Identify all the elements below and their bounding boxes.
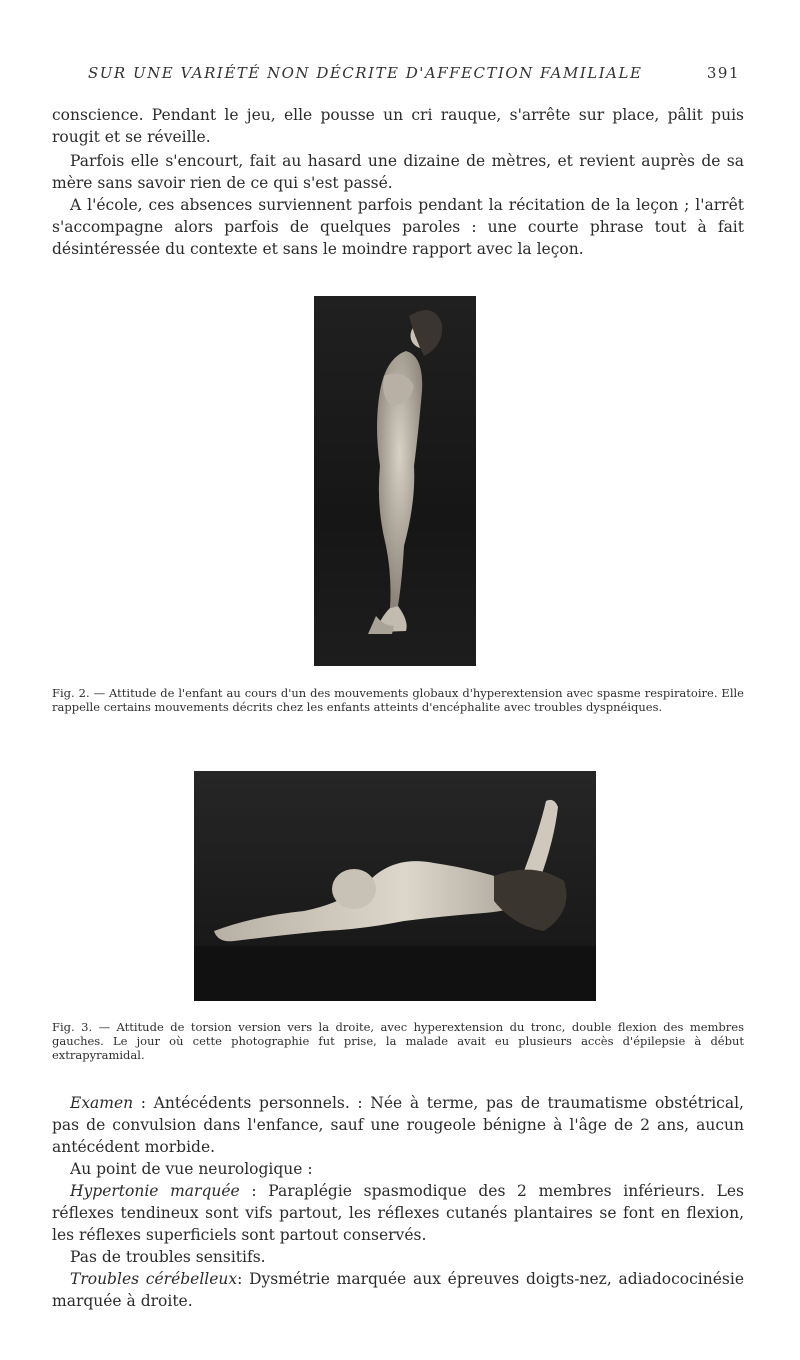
page-number: 391: [706, 64, 740, 82]
figure-3-caption: [52, 1020, 744, 1062]
paragraph-3: A l'école, ces absences surviennent parfois pendant la récitation de la leçon ; l'arrêt s'accompagne alors parfois de quelques paroles : une courte phrase tout à fait désintéressée du contexte et sans le moindre rapport avec la leçon.: [52, 196, 744, 258]
figure-2-photo: [314, 296, 476, 666]
figure-2-label: Fig. 2.: [52, 686, 90, 700]
cerebelleux-label: Troubles cérébelleux: [70, 1270, 238, 1288]
examen-label: Examen: [70, 1094, 134, 1112]
figure-2-caption: [52, 686, 744, 714]
hypertonie-label: Hypertonie marquée: [70, 1182, 240, 1200]
cerebelleux-paragraph: [52, 1268, 744, 1312]
neuro-heading: Au point de vue neurologique :: [70, 1160, 313, 1178]
paragraph-2: Parfois elle s'encourt, fait au hasard une dizaine de mètres, et revient auprès de sa mère sans savoir rien de ce qui s'est passé.: [52, 152, 744, 192]
examen-paragraph: [52, 1092, 744, 1158]
figure-2-caption-text: — Attitude de l'enfant au cours d'un des mouvements globaux d'hyperextension avec spasme respiratoire. Elle rappelle certains mouvements décrits chez les enfants atteints d'encéphalite avec troubles dyspnéiques.: [52, 686, 744, 714]
hypertonie-text: : Paraplégie spasmodique des 2 membres inférieurs. Les réflexes tendineux sont vifs partout, les réflexes cutanés plantaires se font en flexion, les réflexes superficiels sont partout conservés.: [52, 1182, 744, 1244]
figure-2-standing-figure: [314, 296, 476, 666]
figure-3-label: Fig. 3.: [52, 1020, 93, 1034]
examen-text: : Antécédents personnels. : Née à terme, pas de traumatisme obstétrical, pas de convulsion dans l'enfance, sauf une rougeole bénigne à l'âge de 2 ans, aucun antécédent morbide.: [52, 1094, 744, 1156]
figure-3-photo: [194, 771, 596, 1001]
figure-3-lying-figure: [194, 771, 596, 1001]
paragraph-1: conscience. Pendant le jeu, elle pousse un cri rauque, s'arrête sur place, pâlit puis rougit et se réveille.: [52, 106, 744, 146]
figure-3-caption-text: — Attitude de torsion version vers la droite, avec hyperextension du tronc, double flexion des membres gauches. Le jour où cette photographie fut prise, la malade avait eu plusieurs accès d'épilepsie à début extrapyramidal.: [52, 1020, 745, 1062]
sensitifs-line: Pas de troubles sensitifs.: [70, 1248, 266, 1266]
hypertonie-paragraph: [52, 1180, 744, 1246]
cerebelleux-text: : Dysmétrie marquée aux épreuves doigts-nez, adiadococinésie marquée à droite.: [52, 1270, 744, 1310]
running-title: SUR UNE VARIÉTÉ NON DÉCRITE D'AFFECTION FAMILIALE: [88, 64, 643, 82]
